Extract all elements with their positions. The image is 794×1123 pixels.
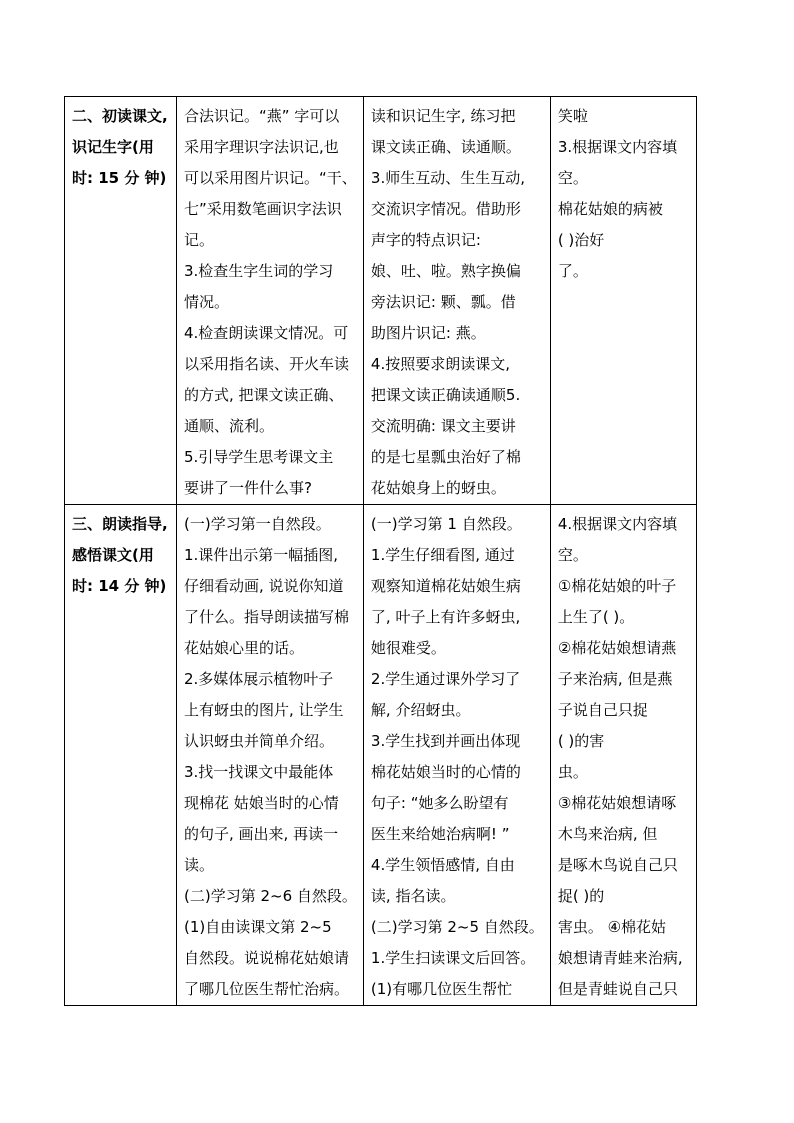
text-line: 识记生字(用 [72, 138, 154, 156]
text-line: 娘、吐、啦。熟字换偏 [370, 262, 521, 280]
table-row [65, 505, 697, 1006]
text-line: 时: 15 分 钟) [72, 169, 167, 187]
text-line: 交流识字情况。借助形 [370, 200, 521, 218]
text-line: 花姑娘身上的蚜虫。 [370, 479, 506, 497]
text-line: 读和识记生字, 练习把 [370, 107, 516, 125]
text-line: ③棉花姑娘想请啄 [557, 794, 677, 812]
text-line: 感悟课文(用 [72, 546, 154, 564]
text-line: 把课文读正确读通顺5. [370, 386, 521, 404]
text-line: 花姑娘心里的话。 [184, 639, 305, 657]
text-line: 了什么。指导朗读描写棉 [184, 608, 350, 626]
text-line: (一)学习第一自然段。 [184, 515, 331, 533]
text-line: 子来治病, 但是燕 [557, 670, 673, 688]
text-line: 仔细看动画, 说说你知道 [184, 577, 344, 595]
text-line: 5.引导学生思考课文主 [184, 448, 334, 466]
text-line: 的是七星瓢虫治好了棉 [370, 448, 521, 466]
text-line: 时: 14 分 钟) [72, 577, 167, 595]
text-line: 合法识记。“燕” 字可以 [184, 107, 340, 125]
text-line: 认识蚜虫并简单介绍。 [184, 732, 335, 750]
text-line: 记。 [184, 231, 215, 249]
text-line: 棉花姑娘当时的心情的 [370, 763, 521, 781]
text-line: 二、初读课文, [72, 107, 168, 125]
text-line: 三、朗读指导, [72, 515, 168, 533]
text-line: 观察知道棉花姑娘生病 [370, 577, 521, 595]
student-activity-cell [363, 505, 550, 1006]
text-line: 3.找一找课文中最能体 [184, 763, 334, 781]
exercise-cell [550, 505, 696, 1006]
text-line: 医生来给她治病啊! ” [370, 825, 510, 843]
text-line: 子说自己只捉 [557, 701, 648, 719]
text-line: 现棉花 姑娘当时的心情 [184, 794, 339, 812]
text-line: 通顺、流利。 [184, 417, 275, 435]
text-line: 句子: “她多么盼望有 [370, 794, 509, 812]
text-line: 笑啦 [557, 107, 588, 125]
student-activity-text [371, 509, 544, 1005]
text-line: 空。 [557, 546, 588, 564]
text-line: 采用字理识字法识记,也 [184, 138, 339, 156]
text-line: 读。 [184, 856, 215, 874]
text-line: ( )的害 [557, 732, 605, 750]
text-line: 课文读正确、读通顺。 [370, 138, 521, 156]
text-line: 可以采用图片识记。“干、 [184, 169, 357, 187]
text-line: 的方式, 把课文读正确、 [184, 386, 344, 404]
text-line: ( )治好 [557, 231, 605, 249]
text-line: 4.按照要求朗读课文, [370, 355, 510, 373]
text-line: 害虫。 ④棉花姑 [557, 918, 667, 936]
text-line: 3.检查生字生词的学习 [184, 262, 334, 280]
text-line: 了, 叶子上有许多蚜虫, [370, 608, 521, 626]
text-line: 2.学生通过课外学习了 [370, 670, 521, 688]
text-line: 捉( )的 [557, 887, 605, 905]
text-line: (一)学习第 1 自然段。 [370, 515, 522, 533]
text-line: (二)学习第 2~6 自然段。 [184, 887, 357, 905]
text-line: 旁法识记: 颗、瓢。借 [370, 293, 516, 311]
stage-label [72, 509, 170, 602]
text-line: 以采用指名读、开火车读 [184, 355, 350, 373]
teacher-activity-text [184, 509, 357, 1005]
text-line: 助图片识记: 燕。 [370, 324, 486, 342]
text-line: 1.学生扫读课文后回答。 [370, 949, 536, 967]
text-line: 虫。 [557, 763, 588, 781]
text-line: 4.根据课文内容填 [557, 515, 678, 533]
exercise-text [558, 509, 690, 1005]
text-line: 她很难受。 [370, 639, 446, 657]
exercise-cell [550, 97, 696, 505]
text-line: 娘想请青蛙来治病, [557, 949, 683, 967]
exercise-text [558, 101, 690, 287]
text-line: 上有蚜虫的图片, 让学生 [184, 701, 344, 719]
stage-cell [65, 505, 177, 1006]
text-line: 解, 介绍蚜虫。 [370, 701, 471, 719]
text-line: (1)自由读课文第 2~5 [184, 918, 332, 936]
text-line: 是啄木鸟说自己只 [557, 856, 678, 874]
text-line: 1.学生仔细看图, 通过 [370, 546, 515, 564]
text-line: 自然段。说说棉花姑娘请 [184, 949, 350, 967]
text-line: 2.多媒体展示植物叶子 [184, 670, 334, 688]
text-line: 3.学生找到并画出体现 [370, 732, 521, 750]
text-line: 了。 [557, 262, 588, 280]
text-line: 了哪几位医生帮忙治病。 [184, 980, 350, 998]
text-line: 声字的特点识记: [370, 231, 481, 249]
text-line: 交流明确: 课文主要讲 [370, 417, 516, 435]
text-line: 的句子, 画出来, 再读一 [184, 825, 339, 843]
text-line: 七”采用数笔画识字法识 [184, 200, 342, 218]
student-activity-cell [363, 97, 550, 505]
stage-cell [65, 97, 177, 505]
text-line: 要讲了一件什么事? [184, 479, 312, 497]
text-line: 3.根据课文内容填 [557, 138, 678, 156]
text-line: 读, 指名读。 [370, 887, 456, 905]
table-row [65, 97, 697, 505]
text-line: 木鸟来治病, 但 [557, 825, 658, 843]
text-line: 3.师生互动、生生互动, [370, 169, 525, 187]
lesson-plan-table [64, 96, 697, 1006]
text-line: ②棉花姑娘想请燕 [557, 639, 677, 657]
student-activity-text [371, 101, 544, 504]
teacher-activity-cell [177, 97, 364, 505]
stage-label [72, 101, 170, 194]
text-line: ①棉花姑娘的叶子 [557, 577, 677, 595]
text-line: 1.课件出示第一幅插图, [184, 546, 339, 564]
text-line: 4.检查朗读课文情况。可 [184, 324, 349, 342]
teacher-activity-text [184, 101, 357, 504]
text-line: (二)学习第 2~5 自然段。 [370, 918, 544, 936]
text-line: 棉花姑娘的病被 [557, 200, 663, 218]
text-line: 但是青蛙说自己只 [557, 980, 678, 998]
text-line: 4.学生领悟感情, 自由 [370, 856, 515, 874]
text-line: 情况。 [184, 293, 230, 311]
text-line: 空。 [557, 169, 588, 187]
text-line: 上生了( )。 [557, 608, 635, 626]
text-line: (1)有哪几位医生帮忙 [370, 980, 513, 998]
teacher-activity-cell [177, 505, 364, 1006]
